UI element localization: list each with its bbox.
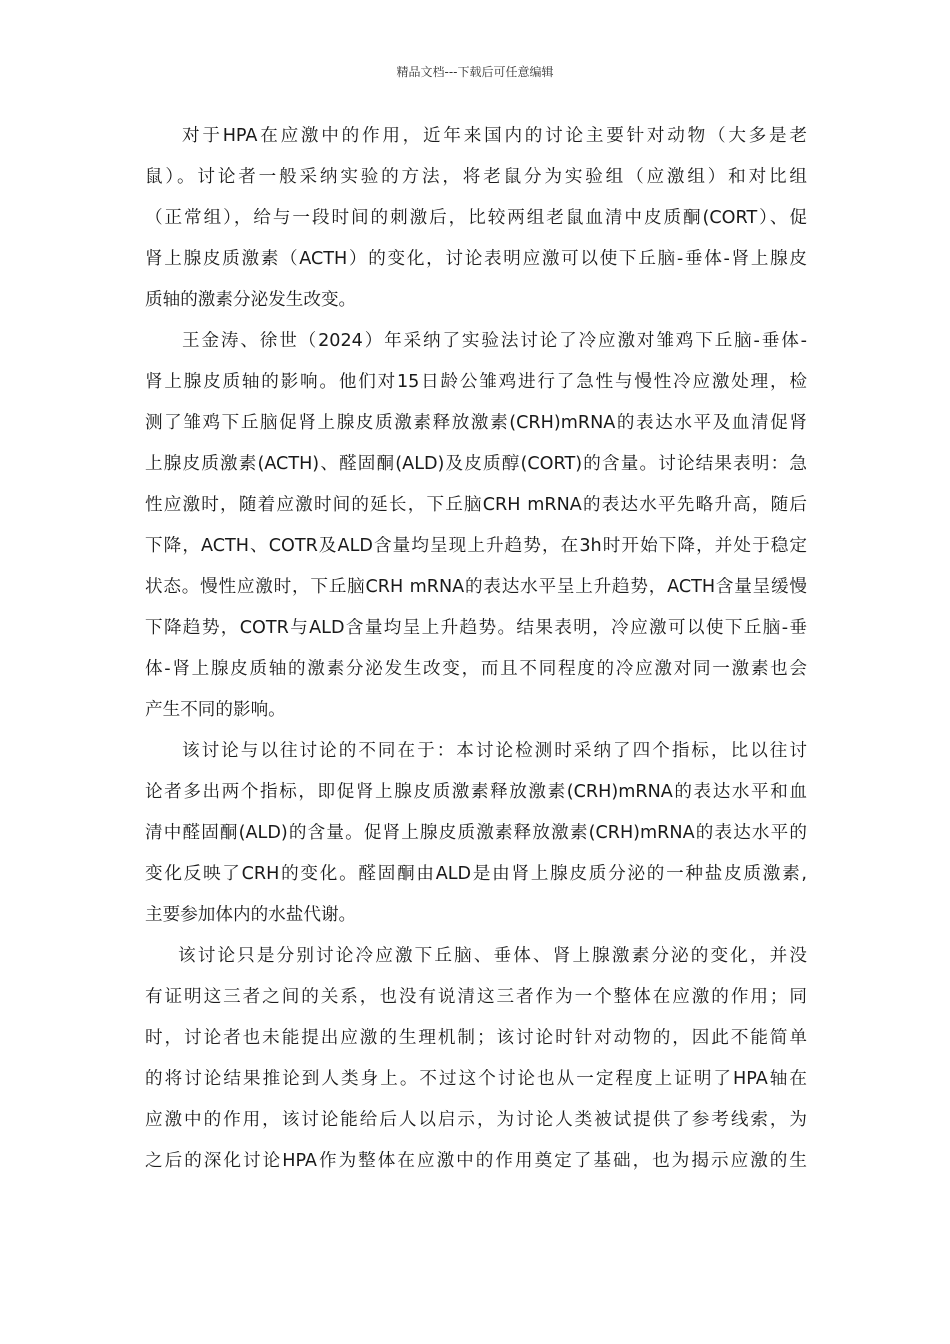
paragraph-1-line-5: 质轴的激素分泌发生改变。 bbox=[145, 290, 357, 310]
paragraph-2-line-5: 性应激时，随着应激时间的延长，下丘脑CRH mRNA的表达水平先略升高，随后 bbox=[145, 495, 807, 515]
paragraph-2-line-1: 王金涛、徐世（2024）年采纳了实验法讨论了冷应激对雏鸡下丘脑-垂体- bbox=[182, 331, 807, 351]
paragraph-1-line-4: 肾上腺皮质激素（ACTH）的变化，讨论表明应激可以使下丘脑-垂体-肾上腺皮 bbox=[145, 249, 807, 269]
paragraph-2-line-9: 体-肾上腺皮质轴的激素分泌发生改变，而且不同程度的冷应激对同一激素也会 bbox=[145, 659, 807, 679]
paragraph-2-line-8: 下降趋势，COTR与ALD含量均呈上升趋势。结果表明，冷应激可以使下丘脑-垂 bbox=[145, 618, 807, 638]
paragraph-2-line-4: 上腺皮质激素(ACTH)、醛固酮(ALD)及皮质醇(CORT)的含量。讨论结果表明：急 bbox=[145, 454, 807, 474]
paragraph-1-line-1: 对于HPA在应激中的作用，近年来国内的讨论主要针对动物（大多是老 bbox=[182, 126, 807, 146]
paragraph-2-line-10: 产生不同的影响。 bbox=[145, 700, 286, 720]
paragraph-3-line-5: 主要参加体内的水盐代谢。 bbox=[145, 905, 357, 925]
paragraph-1-line-3: （正常组），给与一段时间的刺激后，比较两组老鼠血清中皮质酮(CORT）、促 bbox=[145, 208, 807, 228]
paragraph-2-line-2: 肾上腺皮质轴的影响。他们对15日龄公雏鸡进行了急性与慢性冷应激处理，检 bbox=[145, 372, 807, 392]
paragraph-4-line-6: 之后的深化讨论HPA作为整体在应激中的作用奠定了基础，也为揭示应激的生 bbox=[145, 1151, 807, 1171]
page-header: 精品文档---下载后可任意编辑 bbox=[396, 65, 554, 79]
paragraph-2-line-3: 测了雏鸡下丘脑促肾上腺皮质激素释放激素(CRH)mRNA的表达水平及血清促肾 bbox=[145, 413, 807, 433]
paragraph-2-line-6: 下降，ACTH、COTR及ALD含量均呈现上升趋势，在3h时开始下降，并处于稳定 bbox=[145, 536, 807, 556]
paragraph-4-line-1: 该讨论只是分别讨论冷应激下丘脑、垂体、肾上腺激素分泌的变化，并没 bbox=[178, 946, 807, 966]
paragraph-1-line-2: 鼠）。讨论者一般采纳实验的方法，将老鼠分为实验组（应激组）和对比组 bbox=[145, 167, 807, 187]
paragraph-4-line-4: 的将讨论结果推论到人类身上。不过这个讨论也从一定程度上证明了HPA轴在 bbox=[145, 1069, 807, 1089]
paragraph-4-line-3: 时，讨论者也未能提出应激的生理机制；该讨论时针对动物的，因此不能简单 bbox=[145, 1028, 807, 1048]
paragraph-4-line-5: 应激中的作用，该讨论能给后人以启示，为讨论人类被试提供了参考线索，为 bbox=[145, 1110, 807, 1130]
paragraph-3-line-1: 该讨论与以往讨论的不同在于：本讨论检测时采纳了四个指标，比以往讨 bbox=[182, 741, 807, 761]
paragraph-3-line-3: 清中醛固酮(ALD)的含量。促肾上腺皮质激素释放激素(CRH)mRNA的表达水平的 bbox=[145, 823, 807, 843]
paragraph-2-line-7: 状态。慢性应激时，下丘脑CRH mRNA的表达水平呈上升趋势，ACTH含量呈缓慢 bbox=[145, 577, 807, 597]
paragraph-3-line-2: 论者多出两个指标，即促肾上腺皮质激素释放激素(CRH)mRNA的表达水平和血 bbox=[145, 782, 807, 802]
paragraph-4-line-2: 有证明这三者之间的关系，也没有说清这三者作为一个整体在应激的作用；同 bbox=[145, 987, 807, 1007]
paragraph-3-line-4: 变化反映了CRH的变化。醛固酮由ALD是由肾上腺皮质分泌的一种盐皮质激素, bbox=[145, 864, 807, 884]
